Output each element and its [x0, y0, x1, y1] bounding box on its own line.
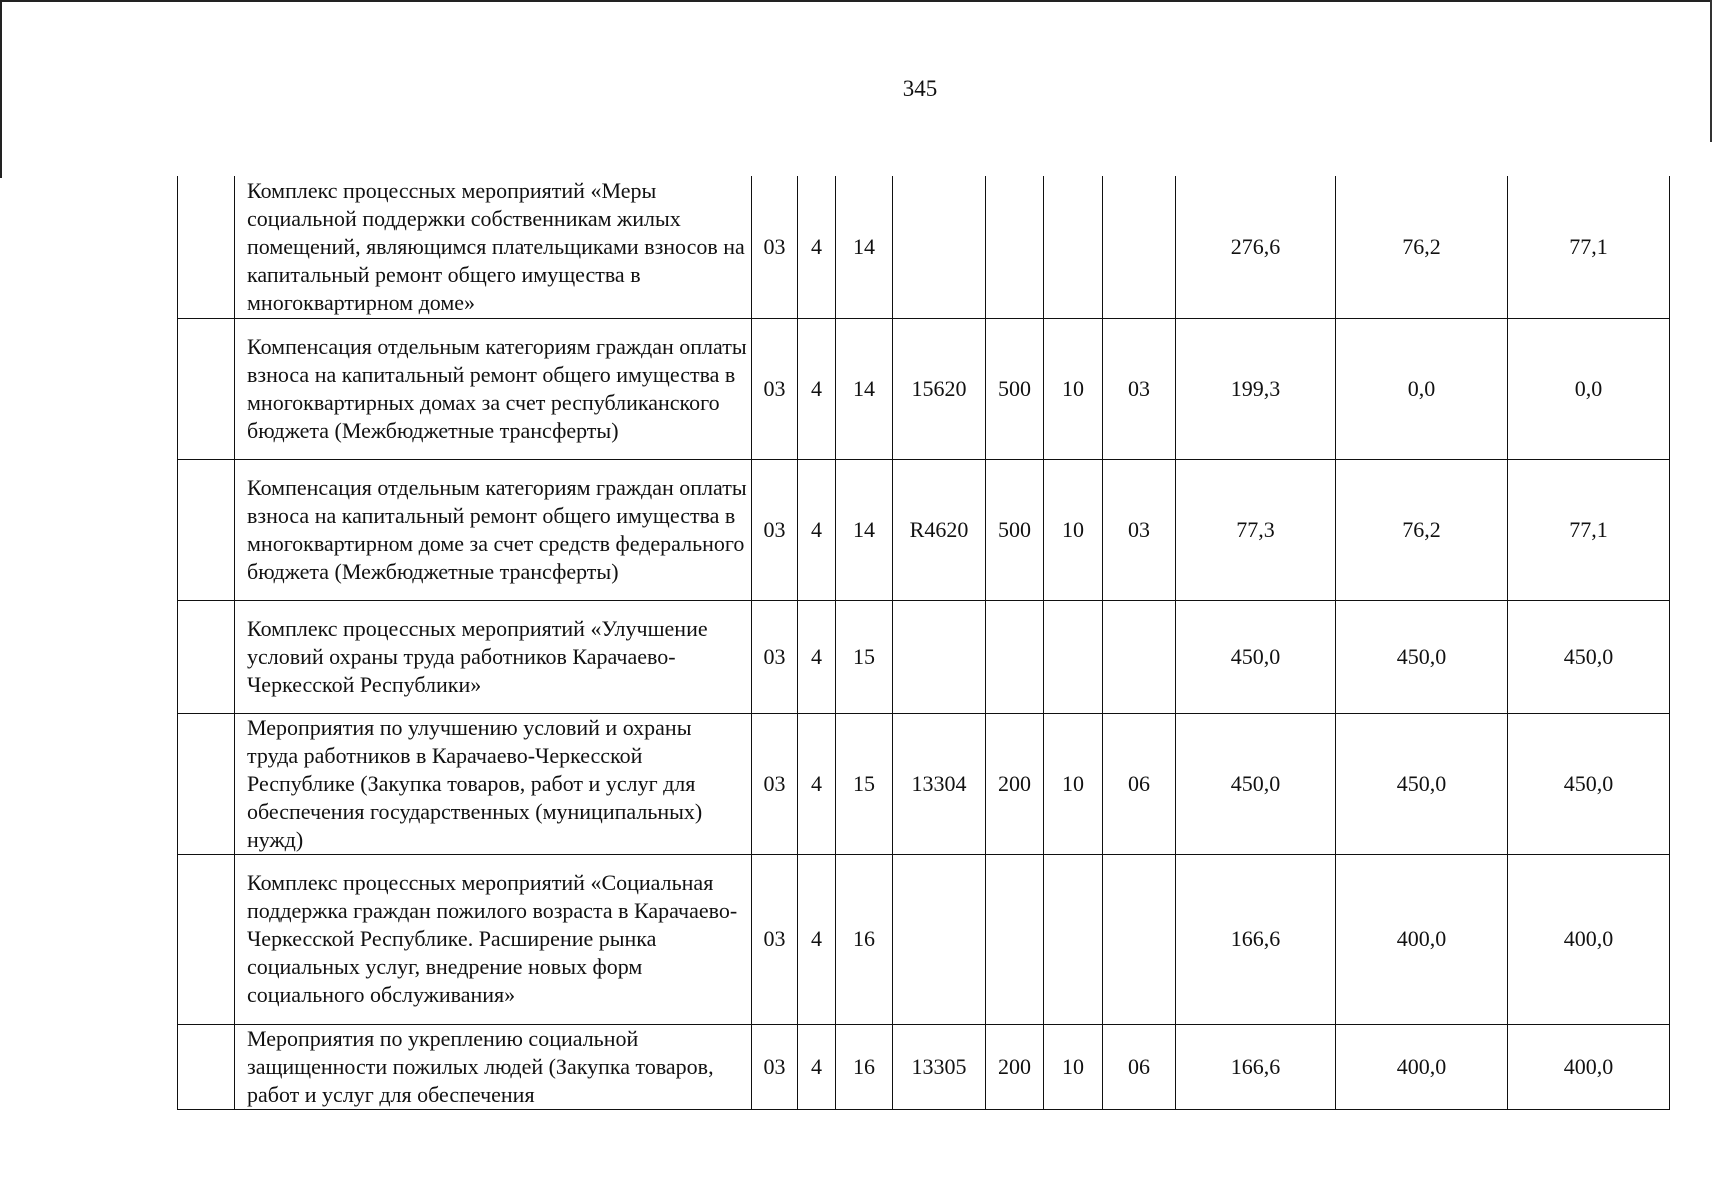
description-cell: Компенсация отдельным категориям граждан оплаты взноса на капитальный ремонт общего имущества в многоквартирных домах за счет республиканского бюджета (Межбюджетные трансферты) [235, 318, 752, 459]
code-cell [1103, 600, 1176, 713]
code-cell: 13305 [893, 1024, 986, 1109]
code-cell: 03 [1103, 459, 1176, 600]
code-cell: 03 [752, 1024, 798, 1109]
table-row [178, 713, 1670, 854]
code-cell: 16 [836, 854, 893, 1024]
value-cell: 400,0 [1336, 1024, 1508, 1109]
code-cell: 10 [1044, 1024, 1103, 1109]
code-cell [893, 600, 986, 713]
code-cell: 03 [752, 318, 798, 459]
code-cell: 14 [836, 176, 893, 318]
value-cell: 0,0 [1508, 318, 1670, 459]
code-cell: 10 [1044, 713, 1103, 854]
code-cell [1044, 176, 1103, 318]
description-cell: Комплекс процессных мероприятий «Меры социальной поддержки собственникам жилых помещений, являющимся плательщиками взносов на капитальный ремонт общего имущества в многоквартирном доме» [235, 176, 752, 318]
table-row [178, 1024, 1670, 1109]
value-cell: 450,0 [1336, 713, 1508, 854]
code-cell: 14 [836, 459, 893, 600]
code-cell: 500 [986, 318, 1044, 459]
index-cell [178, 176, 235, 318]
description-cell: Мероприятия по укреплению социальной защищенности пожилых людей (Закупка товаров, работ и услуг для обеспечения [235, 1024, 752, 1109]
value-cell: 77,3 [1176, 459, 1336, 600]
value-cell: 166,6 [1176, 1024, 1336, 1109]
value-cell: 400,0 [1336, 854, 1508, 1024]
description-cell: Комплекс процессных мероприятий «Улучшение условий охраны труда работников Карачаево-Черкесской Республики» [235, 600, 752, 713]
code-cell [1103, 854, 1176, 1024]
value-cell: 450,0 [1176, 600, 1336, 713]
code-cell: 03 [752, 600, 798, 713]
code-cell: 4 [798, 318, 836, 459]
value-cell: 77,1 [1508, 176, 1670, 318]
value-cell: 0,0 [1336, 318, 1508, 459]
code-cell: 03 [752, 854, 798, 1024]
value-cell: 166,6 [1176, 854, 1336, 1024]
code-cell [893, 854, 986, 1024]
value-cell: 76,2 [1336, 459, 1508, 600]
code-cell: 15620 [893, 318, 986, 459]
value-cell: 77,1 [1508, 459, 1670, 600]
code-cell: 10 [1044, 318, 1103, 459]
code-cell: 4 [798, 1024, 836, 1109]
index-cell [178, 459, 235, 600]
code-cell: 500 [986, 459, 1044, 600]
code-cell [1044, 854, 1103, 1024]
index-cell [178, 854, 235, 1024]
code-cell: 10 [1044, 459, 1103, 600]
code-cell [986, 854, 1044, 1024]
value-cell: 450,0 [1176, 713, 1336, 854]
code-cell: 14 [836, 318, 893, 459]
value-cell: 199,3 [1176, 318, 1336, 459]
code-cell: 15 [836, 713, 893, 854]
code-cell: 03 [752, 713, 798, 854]
value-cell: 450,0 [1336, 600, 1508, 713]
page-number: 345 [902, 76, 938, 101]
table-row [178, 854, 1670, 1024]
code-cell: R4620 [893, 459, 986, 600]
description-cell: Мероприятия по улучшению условий и охраны труда работников в Карачаево-Черкесской Республике (Закупка товаров, работ и услуг для обеспечения государственных (муниципальных) нужд) [235, 713, 752, 854]
code-cell [986, 176, 1044, 318]
code-cell: 13304 [893, 713, 986, 854]
index-cell [178, 713, 235, 854]
code-cell: 200 [986, 713, 1044, 854]
code-cell: 16 [836, 1024, 893, 1109]
table-row [178, 459, 1670, 600]
index-cell [178, 318, 235, 459]
code-cell: 03 [752, 459, 798, 600]
code-cell: 4 [798, 459, 836, 600]
code-cell [986, 600, 1044, 713]
code-cell: 06 [1103, 713, 1176, 854]
value-cell: 400,0 [1508, 854, 1670, 1024]
code-cell: 06 [1103, 1024, 1176, 1109]
index-cell [178, 1024, 235, 1109]
value-cell: 400,0 [1508, 1024, 1670, 1109]
scan-border-top [0, 0, 1712, 2]
table-row [178, 318, 1670, 459]
code-cell: 03 [1103, 318, 1176, 459]
table-row [178, 176, 1670, 318]
value-cell: 76,2 [1336, 176, 1508, 318]
code-cell: 4 [798, 600, 836, 713]
code-cell [1103, 176, 1176, 318]
code-cell: 15 [836, 600, 893, 713]
description-cell: Компенсация отдельным категориям граждан оплаты взноса на капитальный ремонт общего имущества в многоквартирном доме за счет средств федерального бюджета (Межбюджетные трансферты) [235, 459, 752, 600]
value-cell: 276,6 [1176, 176, 1336, 318]
code-cell [1044, 600, 1103, 713]
code-cell: 4 [798, 854, 836, 1024]
code-cell: 4 [798, 176, 836, 318]
code-cell: 03 [752, 176, 798, 318]
description-cell: Комплекс процессных мероприятий «Социальная поддержка граждан пожилого возраста в Карачаево-Черкесской Республике. Расширение рынка социальных услуг, внедрение новых форм социального обслуживания» [235, 854, 752, 1024]
value-cell: 450,0 [1508, 600, 1670, 713]
table-row [178, 600, 1670, 713]
code-cell [893, 176, 986, 318]
budget-table [177, 176, 1670, 1110]
code-cell: 200 [986, 1024, 1044, 1109]
value-cell: 450,0 [1508, 713, 1670, 854]
index-cell [178, 600, 235, 713]
code-cell: 4 [798, 713, 836, 854]
